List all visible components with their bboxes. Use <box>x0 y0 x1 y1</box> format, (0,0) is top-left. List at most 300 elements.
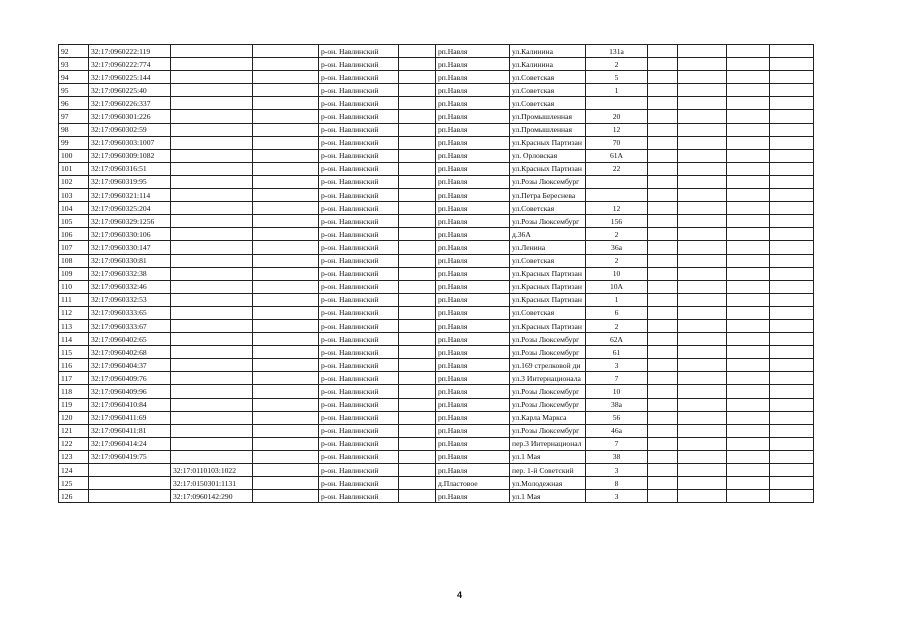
empty-cell <box>678 84 727 97</box>
empty-cell <box>727 411 770 424</box>
empty-cell <box>253 189 319 202</box>
table-row <box>59 437 814 450</box>
locality-cell: рп.Навля <box>436 398 510 411</box>
district-cell: р-он. Навлинский <box>319 189 399 202</box>
empty-cell <box>648 136 678 149</box>
street-cell: ул.Розы Люксембург <box>510 175 586 188</box>
locality-cell: рп.Навля <box>436 319 510 332</box>
empty-cell <box>648 477 678 490</box>
district-cell: р-он. Навлинский <box>319 372 399 385</box>
district-cell: р-он. Навлинский <box>319 136 399 149</box>
cadastral-number-cell <box>89 490 171 503</box>
cadastral-number-alt-cell <box>171 359 253 372</box>
empty-cell <box>253 411 319 424</box>
empty-cell <box>770 450 814 463</box>
row-number-cell: 117 <box>59 372 89 385</box>
table-row <box>59 319 814 332</box>
empty-cell <box>770 58 814 71</box>
cadastral-number-alt-cell <box>171 372 253 385</box>
cadastral-number-cell: 32:17:0960319:95 <box>89 175 171 188</box>
empty-cell <box>399 202 436 215</box>
empty-cell <box>678 267 727 280</box>
house-number-cell: 10 <box>586 385 648 398</box>
empty-cell <box>727 372 770 385</box>
house-number-cell: 38 <box>586 450 648 463</box>
street-cell: ул.Красных Партизан <box>510 280 586 293</box>
locality-cell: рп.Навля <box>436 437 510 450</box>
empty-cell <box>253 398 319 411</box>
empty-cell <box>253 110 319 123</box>
empty-cell <box>399 346 436 359</box>
street-cell: ул.Розы Люксембург <box>510 215 586 228</box>
cadastral-number-cell: 32:17:0960225:40 <box>89 84 171 97</box>
empty-cell <box>648 437 678 450</box>
house-number-cell: 70 <box>586 136 648 149</box>
locality-cell: д.Пластовое <box>436 477 510 490</box>
empty-cell <box>727 398 770 411</box>
street-cell: ул.Красных Партизан <box>510 293 586 306</box>
empty-cell <box>727 84 770 97</box>
empty-cell <box>648 293 678 306</box>
street-cell: ул.Советская <box>510 71 586 84</box>
locality-cell: рп.Навля <box>436 123 510 136</box>
table-row <box>59 254 814 267</box>
house-number-cell: 3 <box>586 464 648 477</box>
house-number-cell: 131а <box>586 45 648 58</box>
empty-cell <box>770 411 814 424</box>
cadastral-number-alt-cell <box>171 333 253 346</box>
row-number-cell: 107 <box>59 241 89 254</box>
empty-cell <box>678 162 727 175</box>
district-cell: р-он. Навлинский <box>319 110 399 123</box>
row-number-cell: 126 <box>59 490 89 503</box>
table-row <box>59 306 814 319</box>
empty-cell <box>648 149 678 162</box>
empty-cell <box>770 490 814 503</box>
empty-cell <box>678 202 727 215</box>
empty-cell <box>727 241 770 254</box>
cadastral-number-alt-cell <box>171 149 253 162</box>
locality-cell: рп.Навля <box>436 136 510 149</box>
table-row <box>59 215 814 228</box>
empty-cell <box>770 477 814 490</box>
empty-cell <box>678 477 727 490</box>
locality-cell: рп.Навля <box>436 71 510 84</box>
empty-cell <box>770 424 814 437</box>
house-number-cell: 62А <box>586 333 648 346</box>
house-number-cell: 1 <box>586 84 648 97</box>
empty-cell <box>727 477 770 490</box>
empty-cell <box>770 346 814 359</box>
table-row <box>59 149 814 162</box>
empty-cell <box>648 71 678 84</box>
district-cell: р-он. Навлинский <box>319 490 399 503</box>
empty-cell <box>727 267 770 280</box>
empty-cell <box>770 359 814 372</box>
empty-cell <box>399 411 436 424</box>
table-row <box>59 477 814 490</box>
empty-cell <box>727 280 770 293</box>
row-number-cell: 108 <box>59 254 89 267</box>
empty-cell <box>678 149 727 162</box>
property-register-table <box>58 44 814 503</box>
empty-cell <box>727 71 770 84</box>
house-number-cell <box>586 189 648 202</box>
table-row <box>59 359 814 372</box>
cadastral-number-alt-cell <box>171 71 253 84</box>
row-number-cell: 103 <box>59 189 89 202</box>
empty-cell <box>253 319 319 332</box>
locality-cell: рп.Навля <box>436 333 510 346</box>
cadastral-number-cell: 32:17:0960302:59 <box>89 123 171 136</box>
row-number-cell: 120 <box>59 411 89 424</box>
table-row <box>59 372 814 385</box>
locality-cell: рп.Навля <box>436 149 510 162</box>
empty-cell <box>770 45 814 58</box>
row-number-cell: 102 <box>59 175 89 188</box>
district-cell: р-он. Навлинский <box>319 58 399 71</box>
table-row <box>59 241 814 254</box>
district-cell: р-он. Навлинский <box>319 385 399 398</box>
empty-cell <box>770 293 814 306</box>
cadastral-number-alt-cell <box>171 175 253 188</box>
table-row <box>59 385 814 398</box>
empty-cell <box>253 228 319 241</box>
cadastral-number-cell: 32:17:0960303:1007 <box>89 136 171 149</box>
cadastral-number-cell: 32:17:0960321:114 <box>89 189 171 202</box>
cadastral-number-alt-cell <box>171 162 253 175</box>
table-row <box>59 464 814 477</box>
empty-cell <box>678 385 727 398</box>
house-number-cell: 22 <box>586 162 648 175</box>
empty-cell <box>770 437 814 450</box>
district-cell: р-он. Навлинский <box>319 293 399 306</box>
empty-cell <box>770 280 814 293</box>
street-cell: ул.Розы Люксембург <box>510 346 586 359</box>
cadastral-number-cell: 32:17:0960301:226 <box>89 110 171 123</box>
cadastral-number-alt-cell <box>171 254 253 267</box>
locality-cell: рп.Навля <box>436 450 510 463</box>
street-cell: ул.Красных Партизан <box>510 162 586 175</box>
row-number-cell: 124 <box>59 464 89 477</box>
locality-cell: рп.Навля <box>436 424 510 437</box>
cadastral-number-alt-cell <box>171 450 253 463</box>
locality-cell: рп.Навля <box>436 267 510 280</box>
house-number-cell: 156 <box>586 215 648 228</box>
locality-cell: рп.Навля <box>436 293 510 306</box>
row-number-cell: 95 <box>59 84 89 97</box>
locality-cell: рп.Навля <box>436 84 510 97</box>
cadastral-number-alt-cell <box>171 267 253 280</box>
empty-cell <box>399 241 436 254</box>
empty-cell <box>770 398 814 411</box>
empty-cell <box>727 490 770 503</box>
empty-cell <box>727 58 770 71</box>
empty-cell <box>770 71 814 84</box>
empty-cell <box>727 359 770 372</box>
district-cell: р-он. Навлинский <box>319 306 399 319</box>
empty-cell <box>727 333 770 346</box>
empty-cell <box>727 450 770 463</box>
empty-cell <box>648 45 678 58</box>
cadastral-number-alt-cell <box>171 306 253 319</box>
empty-cell <box>253 267 319 280</box>
street-cell: ул. Орловская <box>510 149 586 162</box>
house-number-cell: 12 <box>586 123 648 136</box>
street-cell: ул.Молодежная <box>510 477 586 490</box>
street-cell: ул.Советская <box>510 306 586 319</box>
empty-cell <box>727 45 770 58</box>
cadastral-number-alt-cell <box>171 346 253 359</box>
cadastral-number-cell: 32:17:0960330:147 <box>89 241 171 254</box>
empty-cell <box>770 267 814 280</box>
table-row <box>59 333 814 346</box>
cadastral-number-alt-cell <box>171 293 253 306</box>
empty-cell <box>399 424 436 437</box>
cadastral-number-alt-cell <box>171 58 253 71</box>
row-number-cell: 121 <box>59 424 89 437</box>
cadastral-number-cell: 32:17:0960410:84 <box>89 398 171 411</box>
empty-cell <box>678 464 727 477</box>
cadastral-number-cell: 32:17:0960333:67 <box>89 319 171 332</box>
cadastral-number-cell: 32:17:0960226:337 <box>89 97 171 110</box>
row-number-cell: 115 <box>59 346 89 359</box>
cadastral-number-cell: 32:17:0960222:774 <box>89 58 171 71</box>
empty-cell <box>399 333 436 346</box>
row-number-cell: 104 <box>59 202 89 215</box>
table-row <box>59 136 814 149</box>
empty-cell <box>399 58 436 71</box>
empty-cell <box>399 136 436 149</box>
cadastral-number-cell: 32:17:0960404:37 <box>89 359 171 372</box>
table-row <box>59 110 814 123</box>
cadastral-number-alt-cell <box>171 45 253 58</box>
empty-cell <box>399 293 436 306</box>
empty-cell <box>678 398 727 411</box>
empty-cell <box>399 306 436 319</box>
empty-cell <box>648 450 678 463</box>
empty-cell <box>678 437 727 450</box>
table-row <box>59 424 814 437</box>
street-cell: ул.Ленина <box>510 241 586 254</box>
empty-cell <box>727 293 770 306</box>
street-cell: ул.1 Мая <box>510 490 586 503</box>
street-cell: ул.Красных Партизан <box>510 319 586 332</box>
empty-cell <box>648 254 678 267</box>
empty-cell <box>678 123 727 136</box>
cadastral-number-cell: 32:17:0960402:65 <box>89 333 171 346</box>
district-cell: р-он. Навлинский <box>319 398 399 411</box>
locality-cell: рп.Навля <box>436 215 510 228</box>
cadastral-number-alt-cell <box>171 84 253 97</box>
empty-cell <box>727 319 770 332</box>
locality-cell: рп.Навля <box>436 359 510 372</box>
cadastral-number-cell: 32:17:0960330:106 <box>89 228 171 241</box>
house-number-cell: 6 <box>586 306 648 319</box>
district-cell: р-он. Навлинский <box>319 359 399 372</box>
street-cell: ул.Промышленная <box>510 110 586 123</box>
empty-cell <box>253 346 319 359</box>
empty-cell <box>253 97 319 110</box>
empty-cell <box>253 477 319 490</box>
empty-cell <box>399 84 436 97</box>
row-number-cell: 105 <box>59 215 89 228</box>
street-cell: ул.Промышленная <box>510 123 586 136</box>
cadastral-number-cell: 32:17:0960411:81 <box>89 424 171 437</box>
empty-cell <box>648 464 678 477</box>
street-cell: ул.Калинина <box>510 45 586 58</box>
district-cell: р-он. Навлинский <box>319 84 399 97</box>
street-cell: ул.Советская <box>510 202 586 215</box>
empty-cell <box>678 359 727 372</box>
row-number-cell: 99 <box>59 136 89 149</box>
street-cell: ул.Петра Береснева <box>510 189 586 202</box>
empty-cell <box>727 162 770 175</box>
house-number-cell: 61 <box>586 346 648 359</box>
district-cell: р-он. Навлинский <box>319 162 399 175</box>
house-number-cell: 10 <box>586 267 648 280</box>
locality-cell: рп.Навля <box>436 58 510 71</box>
cadastral-number-cell <box>89 477 171 490</box>
table-row <box>59 398 814 411</box>
empty-cell <box>648 162 678 175</box>
house-number-cell: 3 <box>586 490 648 503</box>
house-number-cell: 2 <box>586 319 648 332</box>
empty-cell <box>253 241 319 254</box>
empty-cell <box>770 110 814 123</box>
row-number-cell: 110 <box>59 280 89 293</box>
locality-cell: рп.Навля <box>436 241 510 254</box>
empty-cell <box>678 215 727 228</box>
empty-cell <box>253 490 319 503</box>
empty-cell <box>648 84 678 97</box>
empty-cell <box>253 175 319 188</box>
table-row <box>59 202 814 215</box>
district-cell: р-он. Навлинский <box>319 228 399 241</box>
empty-cell <box>770 385 814 398</box>
empty-cell <box>648 319 678 332</box>
empty-cell <box>727 254 770 267</box>
empty-cell <box>678 71 727 84</box>
row-number-cell: 100 <box>59 149 89 162</box>
house-number-cell: 5 <box>586 71 648 84</box>
house-number-cell: 12 <box>586 202 648 215</box>
house-number-cell: 46а <box>586 424 648 437</box>
empty-cell <box>678 228 727 241</box>
empty-cell <box>678 372 727 385</box>
row-number-cell: 112 <box>59 306 89 319</box>
empty-cell <box>253 202 319 215</box>
cadastral-number-alt-cell <box>171 319 253 332</box>
empty-cell <box>678 411 727 424</box>
empty-cell <box>253 123 319 136</box>
house-number-cell: 56 <box>586 411 648 424</box>
cadastral-number-cell <box>89 464 171 477</box>
empty-cell <box>648 346 678 359</box>
locality-cell: рп.Навля <box>436 490 510 503</box>
street-cell: ул.Карла Маркса <box>510 411 586 424</box>
district-cell: р-он. Навлинский <box>319 254 399 267</box>
empty-cell <box>648 280 678 293</box>
empty-cell <box>648 215 678 228</box>
house-number-cell: 1 <box>586 293 648 306</box>
empty-cell <box>770 149 814 162</box>
row-number-cell: 111 <box>59 293 89 306</box>
empty-cell <box>727 228 770 241</box>
district-cell: р-он. Навлинский <box>319 319 399 332</box>
district-cell: р-он. Навлинский <box>319 424 399 437</box>
locality-cell: рп.Навля <box>436 228 510 241</box>
empty-cell <box>399 71 436 84</box>
empty-cell <box>678 254 727 267</box>
locality-cell: рп.Навля <box>436 385 510 398</box>
cadastral-number-alt-cell <box>171 228 253 241</box>
street-cell: ул.Красных Партизан <box>510 136 586 149</box>
empty-cell <box>648 267 678 280</box>
empty-cell <box>770 175 814 188</box>
street-cell: д.36А <box>510 228 586 241</box>
empty-cell <box>770 215 814 228</box>
empty-cell <box>253 333 319 346</box>
empty-cell <box>678 110 727 123</box>
empty-cell <box>399 123 436 136</box>
empty-cell <box>678 175 727 188</box>
empty-cell <box>253 149 319 162</box>
street-cell: ул.Калинина <box>510 58 586 71</box>
house-number-cell: 10А <box>586 280 648 293</box>
row-number-cell: 96 <box>59 97 89 110</box>
empty-cell <box>770 333 814 346</box>
locality-cell: рп.Навля <box>436 254 510 267</box>
empty-cell <box>727 175 770 188</box>
empty-cell <box>648 175 678 188</box>
empty-cell <box>678 241 727 254</box>
empty-cell <box>648 58 678 71</box>
district-cell: р-он. Навлинский <box>319 464 399 477</box>
street-cell: пер.3 Интернационал <box>510 437 586 450</box>
district-cell: р-он. Навлинский <box>319 450 399 463</box>
empty-cell <box>253 437 319 450</box>
empty-cell <box>727 385 770 398</box>
house-number-cell <box>586 97 648 110</box>
empty-cell <box>399 267 436 280</box>
empty-cell <box>648 411 678 424</box>
cadastral-number-alt-cell <box>171 215 253 228</box>
cadastral-number-cell: 32:17:0960411:69 <box>89 411 171 424</box>
cadastral-number-alt-cell <box>171 97 253 110</box>
empty-cell <box>399 319 436 332</box>
cadastral-number-cell: 32:17:0960332:38 <box>89 267 171 280</box>
locality-cell: рп.Навля <box>436 97 510 110</box>
empty-cell <box>770 228 814 241</box>
house-number-cell: 7 <box>586 437 648 450</box>
cadastral-number-cell: 32:17:0960332:53 <box>89 293 171 306</box>
street-cell: ул.169 стрелковой ди <box>510 359 586 372</box>
empty-cell <box>678 306 727 319</box>
table-row <box>59 411 814 424</box>
row-number-cell: 98 <box>59 123 89 136</box>
house-number-cell: 7 <box>586 372 648 385</box>
empty-cell <box>399 477 436 490</box>
house-number-cell: 61А <box>586 149 648 162</box>
empty-cell <box>399 228 436 241</box>
empty-cell <box>678 280 727 293</box>
locality-cell: рп.Навля <box>436 464 510 477</box>
table-row <box>59 58 814 71</box>
locality-cell: рп.Навля <box>436 411 510 424</box>
cadastral-number-cell: 32:17:0960332:46 <box>89 280 171 293</box>
empty-cell <box>678 136 727 149</box>
